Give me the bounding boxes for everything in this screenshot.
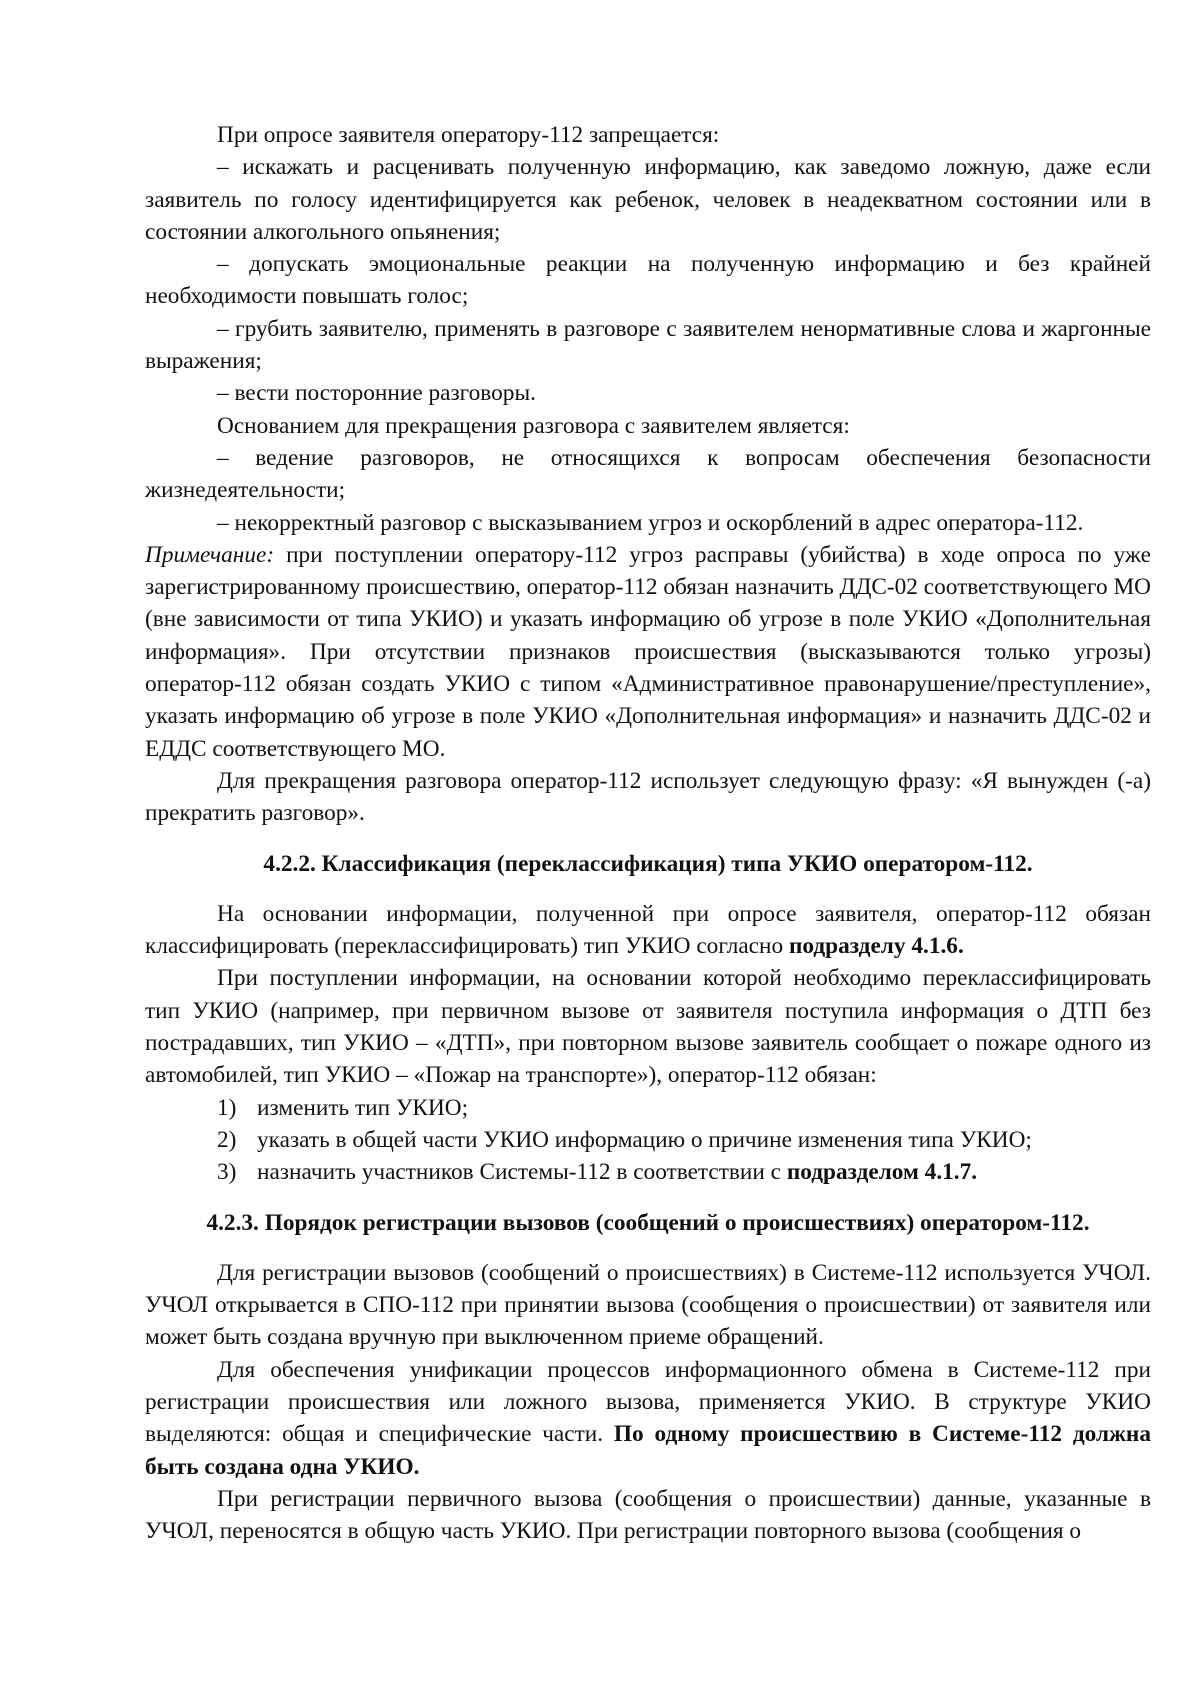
numbered-item [145, 1124, 1151, 1156]
termination-phrase-paragraph: Для прекращения разговора оператор-112 использует следующую фразу: «Я вынужден (-а) прекратить разговор». [145, 767, 1151, 827]
prohibitions-intro: При опросе заявителя оператору-112 запрещается: [217, 122, 720, 148]
primary-call-paragraph: При регистрации первичного вызова (сообщения о происшествии) данные, указанные в УЧОЛ, переносятся в общую часть УКИО. При регистрации повторного вызова (сообщения о [145, 1485, 1151, 1545]
prohibition-item: – вести посторонние разговоры. [217, 380, 536, 407]
item-text: указать в общей части УКИО информацию о причине изменения типа УКИО; [257, 1126, 1032, 1153]
note-paragraph [145, 539, 1151, 765]
unification-paragraph [145, 1354, 1151, 1483]
section-heading-4-2-2: 4.2.2. Классификация (переклассификация) типа УКИО оператором-112. [263, 850, 1033, 877]
prohibition-item: – искажать и расценивать полученную информацию, как заведомо ложную, даже если заявитель по голосу идентифицируется как ребенок, человек в неадекватном состоянии или в состоянии алкогольного опьянения; [145, 154, 1151, 245]
reclassification-paragraph: При поступлении информации, на основании которой необходимо переклассифицировать тип УКИО (например, при первичном вызове от заявителя поступила информация о ДТП без пострадавших, тип УКИО – «ДТП», при повторном вызове заявитель сообщает о пожаре одного из автомобилей, тип УКИО – «Пожар на транспорте»), оператор-112 обязан: [145, 965, 1151, 1089]
numbered-item [145, 1092, 1151, 1124]
note-label: Примечание: [145, 541, 275, 568]
termination-basis-item: – ведение разговоров, не относящихся к вопросам обеспечения безопасности жизнедеятельности; [145, 444, 1151, 504]
item-text: изменить тип УКИО; [257, 1094, 469, 1121]
note-text: при поступлении оператору-112 угроз расправы (убийства) в ходе опроса по уже зарегистрированному происшествию, оператор-112 обязан назначить ДДС-02 соответствующего МО (вне зависимости от типа УКИО) и указать информацию об угрозе в поле УКИО «Дополнительная информация». При отсутствии признаков происшествия (высказываются только угрозы) оператор-112 обязан создать УКИО с типом «Административное правонарушение/преступление», указать информацию об угрозе в поле УКИО «Дополнительная информация» и назначить ДДС-02 и ЕДДС соответствующего МО. [145, 541, 1151, 762]
numbered-item [145, 1156, 1151, 1188]
termination-basis-intro: Основанием для прекращения разговора с заявителем является: [217, 412, 850, 439]
section-heading-4-2-3: 4.2.3. Порядок регистрации вызовов (сообщений о происшествиях) оператором-112. [206, 1209, 1090, 1236]
item-number: 2) [217, 1126, 237, 1153]
unification-rule: По одному происшествию в Системе-112 должна быть создана одна УКИО. [145, 1421, 1152, 1480]
termination-basis-item: – некорректный разговор с высказыванием угроз и оскорблений в адрес оператора-112. [217, 509, 1084, 536]
subsection-reference: подразделом 4.1.7. [786, 1159, 978, 1186]
item-text: назначить участников Системы-112 в соответствии с [257, 1159, 787, 1186]
classification-paragraph [145, 898, 1151, 963]
subsection-reference: подразделу 4.1.6. [788, 933, 964, 960]
item-number: 1) [217, 1094, 237, 1121]
prohibition-item: – грубить заявителю, применять в разговоре с заявителем ненормативные слова и жаргонные выражения; [145, 315, 1151, 375]
document-page [145, 119, 1151, 1547]
registration-paragraph: Для регистрации вызовов (сообщений о происшествиях) в Системе-112 используется УЧОЛ. УЧОЛ открывается в СПО-112 при принятии вызова (сообщения о происшествии) от заявителя или может быть создана вручную при выключенном приеме обращений. [145, 1259, 1151, 1351]
item-number: 3) [217, 1159, 237, 1186]
classification-text: На основании информации, полученной при опросе заявителя, оператор-112 обязан классифицировать (переклассифицировать) тип УКИО согласно [145, 900, 1151, 960]
unification-text: Для обеспечения унификации процессов информационного обмена в Системе-112 при регистрации происшествия или ложного вызова, применяется УКИО. В структуре УКИО выделяются: общая и специфические части. [145, 1356, 1151, 1448]
prohibition-item: – допускать эмоциональные реакции на полученную информацию и без крайней необходимости повышать голос; [145, 251, 1151, 310]
